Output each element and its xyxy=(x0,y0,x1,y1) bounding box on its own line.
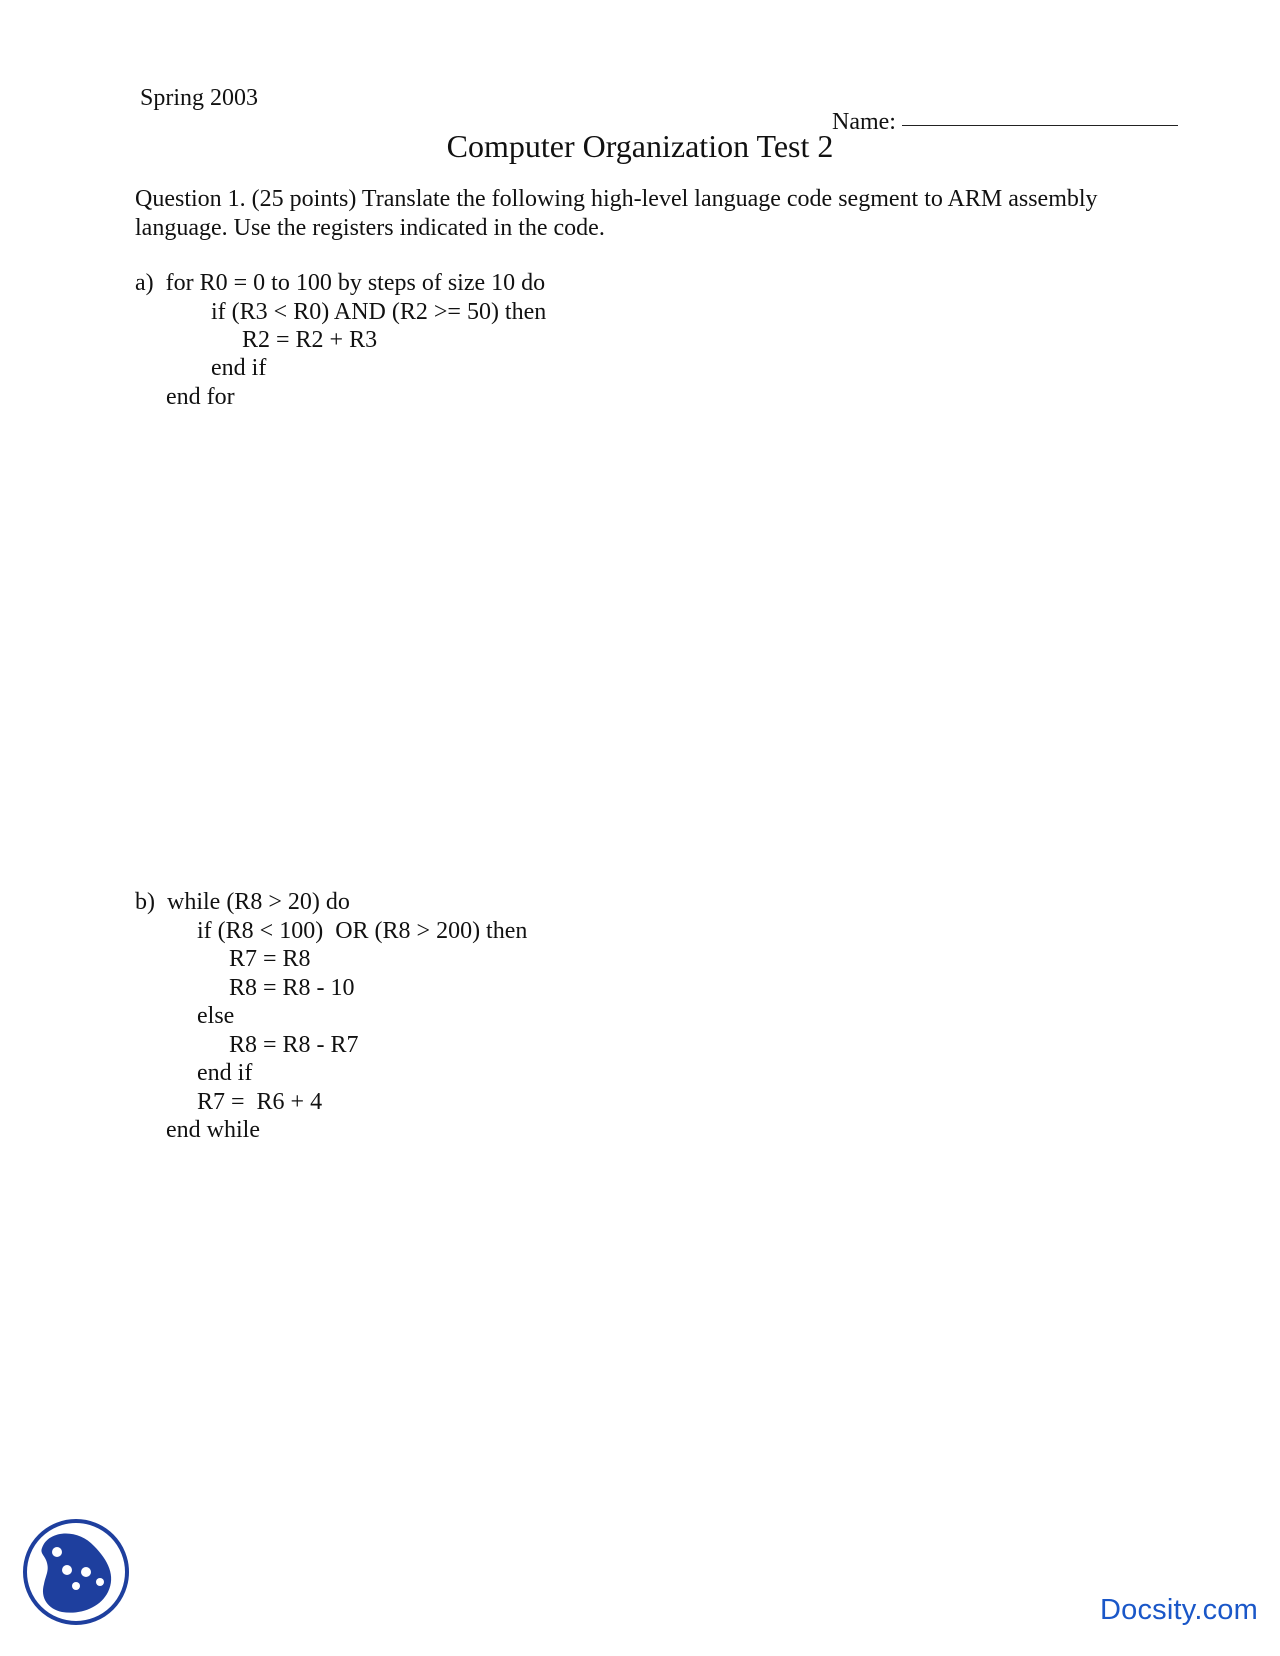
part-b-line-7: end if xyxy=(197,1060,253,1086)
part-a-line-5: end for xyxy=(166,384,235,410)
docsity-brand-link[interactable]: Docsity.com xyxy=(1100,1594,1258,1626)
name-blank-line xyxy=(902,125,1178,126)
part-a-line-4: end if xyxy=(211,355,267,381)
part-a-line-3: R2 = R2 + R3 xyxy=(242,327,378,353)
part-b-line-1: b) while (R8 > 20) do xyxy=(135,889,350,915)
semester-label: Spring 2003 xyxy=(140,85,259,111)
part-a-line-2: if (R3 < R0) AND (R2 >= 50) then xyxy=(211,299,547,325)
part-b-line-8: R7 = R6 + 4 xyxy=(197,1089,323,1115)
part-b-line-3: R7 = R8 xyxy=(229,946,311,972)
part-a-line-1: a) for R0 = 0 to 100 by steps of size 10 do xyxy=(135,270,546,296)
page-title: Computer Organization Test 2 xyxy=(446,128,834,164)
name-label: Name: xyxy=(832,109,896,135)
part-b-line-5: else xyxy=(197,1003,235,1029)
docsity-logo-icon xyxy=(20,1516,132,1628)
part-b-line-9: end while xyxy=(166,1117,260,1143)
part-b-line-2: if (R8 < 100) OR (R8 > 200) then xyxy=(197,918,528,944)
question-1-text: Question 1. (25 points) Translate the following high-level language code segment to ARM assembly language. Use the registers indicated in the code. xyxy=(135,186,1098,241)
part-b-line-4: R8 = R8 - 10 xyxy=(229,975,355,1001)
part-b-line-6: R8 = R8 - R7 xyxy=(229,1032,359,1058)
